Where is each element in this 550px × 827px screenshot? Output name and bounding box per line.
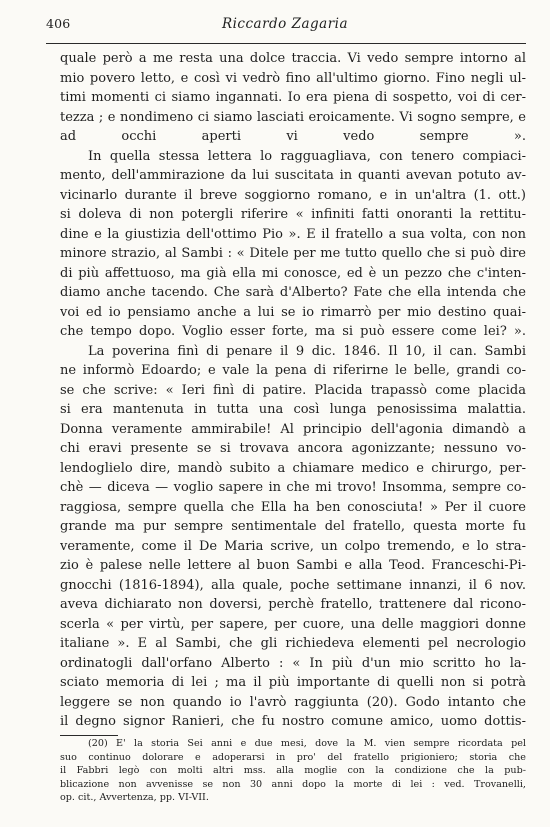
footnote <box>60 737 526 805</box>
text-line: dine e la giustizia dell'ottimo Pio ». E il fratello a sua volta, con non <box>60 226 526 242</box>
text-line: gnocchi (1816-1894), alla quale, poche settimane innanzi, il 6 nov. <box>60 577 526 593</box>
text-line: mio povero letto, e così vi vedrò fino all'ultimo giorno. Fino negli ul- <box>60 70 526 86</box>
text-line: scerla « per virtù, per sapere, per cuore, una delle maggiori donne <box>60 616 526 632</box>
text-line: veramente, come il De Maria scrive, un colpo tremendo, e lo stra- <box>60 538 526 554</box>
text-line: chi eravi presente se si trovava ancora agonizzante; nessuno vo- <box>60 441 526 456</box>
text-line: grande ma pur sempre sentimentale del fratello, questa morte fu <box>60 519 526 534</box>
running-head: Riccardo Zagaria <box>221 16 349 32</box>
text-line: quale però a me resta una dolce traccia. Vi vedo sempre intorno al <box>60 51 526 66</box>
footnote-rule <box>60 735 118 736</box>
footnote-line: op. cit., Avvertenza, pp. VI-VII. <box>60 792 209 803</box>
text-line: mento, dell'ammirazione da lui suscitata in quanti avevan potuto av- <box>60 168 526 183</box>
body-text <box>60 49 526 732</box>
text-line: italiane ». E al Sambi, che gli richiedeva elementi pel necrologio <box>60 636 526 651</box>
text-line: si era mantenuta in tutta una così lunga penosissima malattia. <box>60 402 526 417</box>
header-rule <box>46 43 526 44</box>
text-line: In quella stessa lettera lo ragguagliava, con tenero compiaci- <box>88 148 526 164</box>
text-line: zio è palese nelle lettere al buon Sambi e alla Teod. Franceschi-Pi- <box>60 558 526 573</box>
text-line: minore strazio, al Sambi : « Ditele per me tutto quello che si può dire <box>60 246 526 261</box>
text-line: che tempo dopo. Voglio esser forte, ma si può essere come lei? ». <box>60 324 526 339</box>
text-line: di più affettuoso, ma già ella mi conosce, ed è un pezzo che c'inten- <box>60 265 526 281</box>
text-line: diamo anche tacendo. Che sarà d'Alberto? Fate che ella intenda che <box>60 285 526 300</box>
text-line: La poverina finì di penare il 9 dic. 1846. Il 10, il can. Sambi <box>88 343 526 359</box>
text-line: aveva dichiarato non doversi, perchè fratello, trattenere dal ricono- <box>60 597 526 612</box>
page-number: 406 <box>46 16 71 31</box>
text-line: lendoglielo dire, mandò subito a chiamare medico e chirurgo, per- <box>60 460 526 476</box>
text-line: sciato memoria di lei ; ma il più importante di quelli non si potrà <box>60 675 526 690</box>
page-header <box>46 16 524 36</box>
footnote-line: blicazione non avvenisse se non 30 anni dopo la morte di lei : ved. Trovanelli, <box>60 778 526 790</box>
text-line: si doleva di non potergli riferire « infiniti fatti onoranti la rettitu- <box>60 207 526 222</box>
text-line: ad occhi aperti vi vedo sempre ». <box>60 129 526 144</box>
text-line: il degno signor Ranieri, che fu nostro comune amico, uomo dottis- <box>60 714 526 729</box>
text-line: voi ed io pensiamo anche a lui se io rimarrò per mio destino quai- <box>60 304 526 320</box>
text-line: ne informò Edoardo; e vale la pena di riferirne le belle, grandi co- <box>60 363 526 378</box>
text-line: vicinarlo durante il breve soggiorno romano, e in un'altra (1. ott.) <box>60 187 526 203</box>
text-line: Donna veramente ammirabile! Al principio dell'agonia dimandò a <box>60 421 526 437</box>
text-line: ordinatogli dall'orfano Alberto : « In più d'un mio scritto ho la- <box>60 655 526 671</box>
text-line: se che scrive: « Ieri finì di patire. Placida trapassò come placida <box>60 382 526 398</box>
footnote-line: (20) E' la storia Sei anni e due mesi, dove la M. vien sempre ricordata pel <box>88 738 526 749</box>
footnote-line: il Fabbri legò con molti altri mss. alla moglie con la condizione che la pub- <box>60 765 526 776</box>
text-line: leggere se non quando io l'avrò raggiunta (20). Godo intanto che <box>60 694 526 710</box>
footnote-line: suo continuo dolorare e adoperarsi in pro' del fratello prigioniero; storia che <box>60 751 526 763</box>
text-line: timi momenti ci siamo ingannati. Io era piena di sospetto, voi di cer- <box>60 90 526 105</box>
text-line: raggiosa, sempre quella che Ella ha ben conosciuta! » Per il cuore <box>60 499 526 515</box>
text-line: chè — diceva — voglio sapere in che mi trovo! Insomma, sempre co- <box>60 480 526 495</box>
text-line: tezza ; e nondimeno ci siamo lasciati eroicamente. Vi sogno sempre, e <box>60 109 526 125</box>
